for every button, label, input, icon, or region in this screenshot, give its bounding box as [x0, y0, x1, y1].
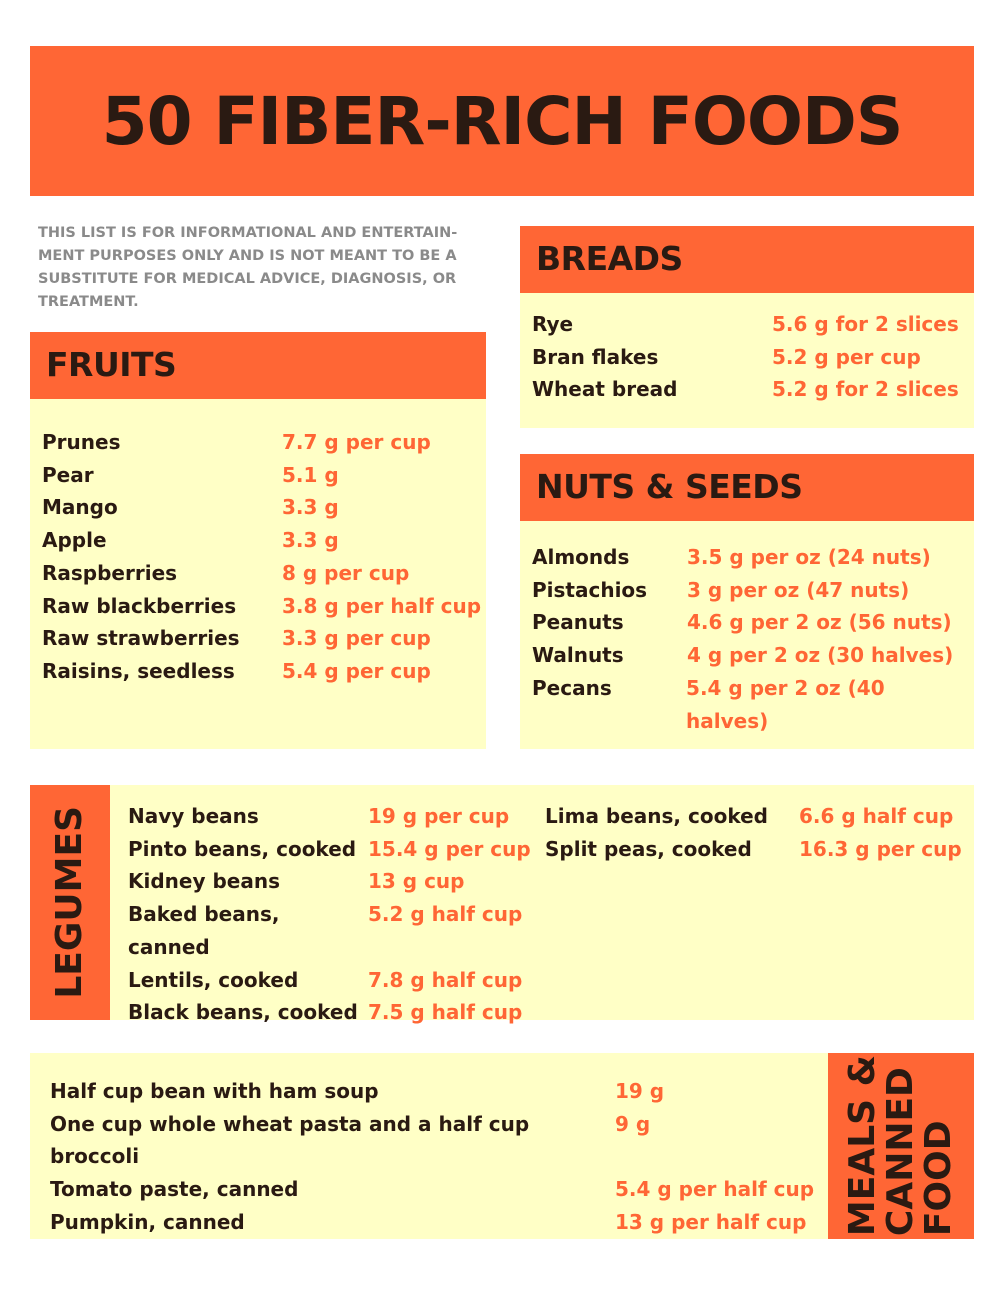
list-item [532, 541, 972, 574]
list-item [50, 1075, 820, 1108]
item-name: Bran flakes [532, 344, 659, 369]
page-title: 50 FIBER-RICH FOODS [101, 82, 903, 160]
item-value: 4.6 g per 2 oz (56 nuts) [687, 610, 952, 635]
item-name: Lentils, cooked [128, 967, 299, 992]
list-item [532, 574, 972, 607]
list-item [50, 1173, 820, 1206]
item-value: 3.3 g [282, 495, 339, 520]
item-value: 7.8 g half cup [368, 967, 523, 992]
list-item [128, 800, 538, 833]
item-name: Rye [532, 312, 574, 336]
list-item [532, 672, 972, 737]
list-item [545, 833, 965, 866]
list-item [128, 865, 538, 898]
item-value: 15.4 g per cup [368, 836, 531, 861]
item-name: Tomato paste, canned [50, 1177, 299, 1202]
item-name: Apple [42, 528, 107, 553]
item-value: 3 g per oz (47 nuts) [687, 577, 910, 602]
item-value: 5.4 g per cup [282, 658, 431, 683]
list-item [532, 639, 972, 672]
item-name: Prunes [42, 430, 121, 454]
item-name: Raw strawberries [42, 626, 240, 651]
list-item [42, 426, 482, 459]
item-value: 7.7 g per cup [282, 430, 431, 454]
title-banner [30, 46, 974, 196]
item-value: 4 g per 2 oz (30 halves) [687, 643, 954, 668]
item-name: Raw blackberries [42, 593, 237, 618]
item-name: Split peas, cooked [545, 836, 752, 861]
list-item [50, 1108, 820, 1173]
item-value: 5.2 g for 2 slices [772, 377, 959, 402]
item-value: 19 g per cup [368, 804, 510, 828]
fruits-header [30, 332, 486, 399]
item-value: 5.2 g half cup [368, 902, 523, 927]
item-name: Navy beans [128, 804, 259, 828]
item-name: Wheat bread [532, 377, 678, 402]
list-item [128, 964, 538, 997]
item-name: Pumpkin, canned [50, 1209, 245, 1234]
list-item [532, 373, 972, 406]
item-name: Raisins, seedless [42, 658, 235, 683]
item-value: 13 g cup [368, 869, 465, 894]
legumes-list-left [128, 800, 538, 1029]
meals-title-line: MEALS & [842, 1055, 883, 1237]
item-name: Baked beans, canned [128, 902, 280, 959]
item-name: Almonds [532, 545, 630, 569]
list-item [128, 898, 538, 963]
item-name: Pistachios [532, 577, 648, 602]
list-item [42, 491, 482, 524]
meals-title-line: FOOD [918, 1120, 959, 1237]
fruits-list [42, 426, 482, 688]
list-item [532, 341, 972, 374]
breads-list [532, 308, 972, 406]
list-item [50, 1206, 820, 1239]
legumes-title: LEGUMES [49, 806, 90, 999]
list-item [532, 606, 972, 639]
item-value: 5.2 g per cup [772, 344, 921, 369]
item-value: 13 g per half cup [615, 1209, 807, 1234]
item-value: 19 g [615, 1079, 665, 1103]
legumes-header [30, 785, 110, 1020]
item-value: 3.5 g per oz (24 nuts) [687, 545, 931, 569]
list-item [42, 655, 482, 688]
disclaimer-text: THIS LIST IS FOR INFORMATIONAL AND ENTERTAIN-MENT PURPOSES ONLY AND IS NOT MEANT TO BE A SUBSTITUTE FOR MEDICAL ADVICE, DIAGNOSIS, OR TREATMENT. [38, 225, 458, 310]
item-value: 5.4 g per half cup [615, 1177, 815, 1202]
item-value: 16.3 g per cup [799, 836, 962, 861]
breads-title: BREADS [536, 239, 683, 278]
item-value: 3.3 g [282, 528, 339, 553]
item-name: Lima beans, cooked [545, 804, 768, 828]
meals-header [828, 1053, 974, 1239]
breads-header [520, 226, 974, 293]
item-name: Pinto beans, cooked [128, 836, 357, 861]
item-value: 8 g per cup [282, 560, 410, 585]
item-value: 6.6 g half cup [799, 804, 954, 828]
nuts-list [532, 541, 972, 737]
list-item [128, 996, 538, 1029]
item-name: Pecans [532, 675, 612, 700]
item-value: 7.5 g half cup [368, 1000, 523, 1025]
item-value: 5.6 g for 2 slices [772, 312, 959, 336]
list-item [42, 524, 482, 557]
list-item [128, 833, 538, 866]
item-name: Black beans, cooked [128, 1000, 358, 1025]
item-name: Half cup bean with ham soup [50, 1079, 379, 1103]
list-item [545, 800, 965, 833]
list-item [42, 590, 482, 623]
list-item [42, 622, 482, 655]
item-value: 3.8 g per half cup [282, 593, 482, 618]
item-value: 5.1 g [282, 462, 339, 487]
meals-title-line: CANNED [880, 1067, 921, 1237]
meals-list [50, 1075, 820, 1239]
item-name: Pear [42, 462, 94, 487]
item-name: Kidney beans [128, 869, 280, 894]
nuts-header [520, 454, 974, 521]
list-item [532, 308, 972, 341]
list-item [42, 557, 482, 590]
item-name: Raspberries [42, 560, 178, 585]
fruits-title: FRUITS [46, 345, 177, 384]
item-name: Walnuts [532, 643, 624, 668]
item-value: 5.4 g per 2 oz (40 halves) [686, 675, 885, 733]
legumes-list-right [545, 800, 965, 865]
item-name: One cup whole wheat pasta and a half cup broccoli [50, 1111, 530, 1169]
meals-title [844, 1055, 958, 1236]
item-value: 3.3 g per cup [282, 626, 431, 651]
nuts-title: NUTS & SEEDS [536, 467, 803, 506]
list-item [42, 459, 482, 492]
item-name: Peanuts [532, 610, 624, 635]
item-value: 9 g [615, 1111, 651, 1136]
item-name: Mango [42, 495, 118, 520]
